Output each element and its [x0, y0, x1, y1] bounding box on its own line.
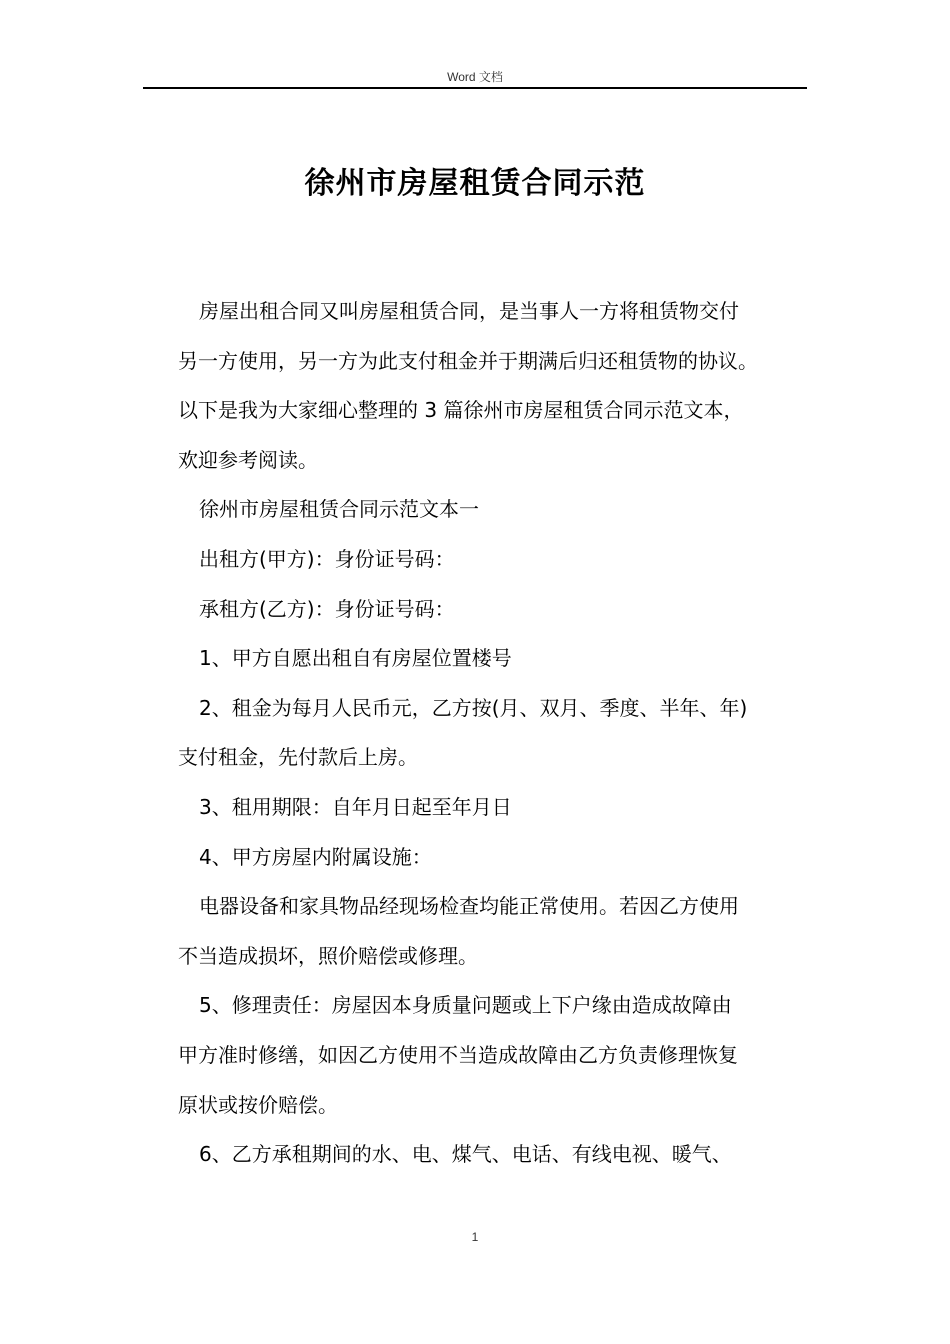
body-line: 另一方使用，另一方为此支付租金并于期满后归还租赁物的协议。 — [178, 348, 758, 373]
document-body — [178, 287, 818, 1180]
body-line: 以下是我为大家细心整理的 3 篇徐州市房屋租赁合同示范文本， — [178, 398, 744, 423]
header-rule — [143, 87, 807, 89]
body-line: 徐州市房屋租赁合同示范文本一 — [199, 497, 479, 522]
body-line: 1、甲方自愿出租自有房屋位置楼号 — [199, 646, 512, 671]
document-title: 徐州市房屋租赁合同示范 — [304, 166, 646, 201]
body-line: 电器设备和家具物品经现场检查均能正常使用。若因乙方使用 — [199, 894, 739, 919]
body-line: 6、乙方承租期间的水、电、煤气、电话、有线电视、暖气、 — [199, 1142, 732, 1167]
body-line: 2、租金为每月人民币元，乙方按(月、双月、季度、半年、年) — [199, 695, 748, 720]
body-line: 房屋出租合同又叫房屋租赁合同，是当事人一方将租赁物交付 — [199, 299, 739, 323]
body-line: 原状或按价赔偿。 — [178, 1092, 338, 1117]
page-number: 1 — [471, 1230, 479, 1244]
body-line: 4、甲方房屋内附属设施： — [199, 844, 432, 869]
body-line: 承租方(乙方)：身份证号码： — [199, 596, 455, 621]
body-line: 5、修理责任：房屋因本身质量问题或上下户缘由造成故障由 — [199, 993, 732, 1018]
body-line: 出租方(甲方)：身份证号码： — [199, 546, 455, 571]
body-line: 不当造成损坏，照价赔偿或修理。 — [178, 943, 478, 968]
body-line: 甲方准时修缮，如因乙方使用不当造成故障由乙方负责修理恢复 — [178, 1042, 738, 1067]
page-header: Word 文档 — [447, 70, 503, 84]
body-line: 支付租金，先付款后上房。 — [178, 745, 418, 770]
body-line: 3、租用期限：自年月日起至年月日 — [199, 794, 512, 819]
body-line: 欢迎参考阅读。 — [178, 447, 318, 472]
